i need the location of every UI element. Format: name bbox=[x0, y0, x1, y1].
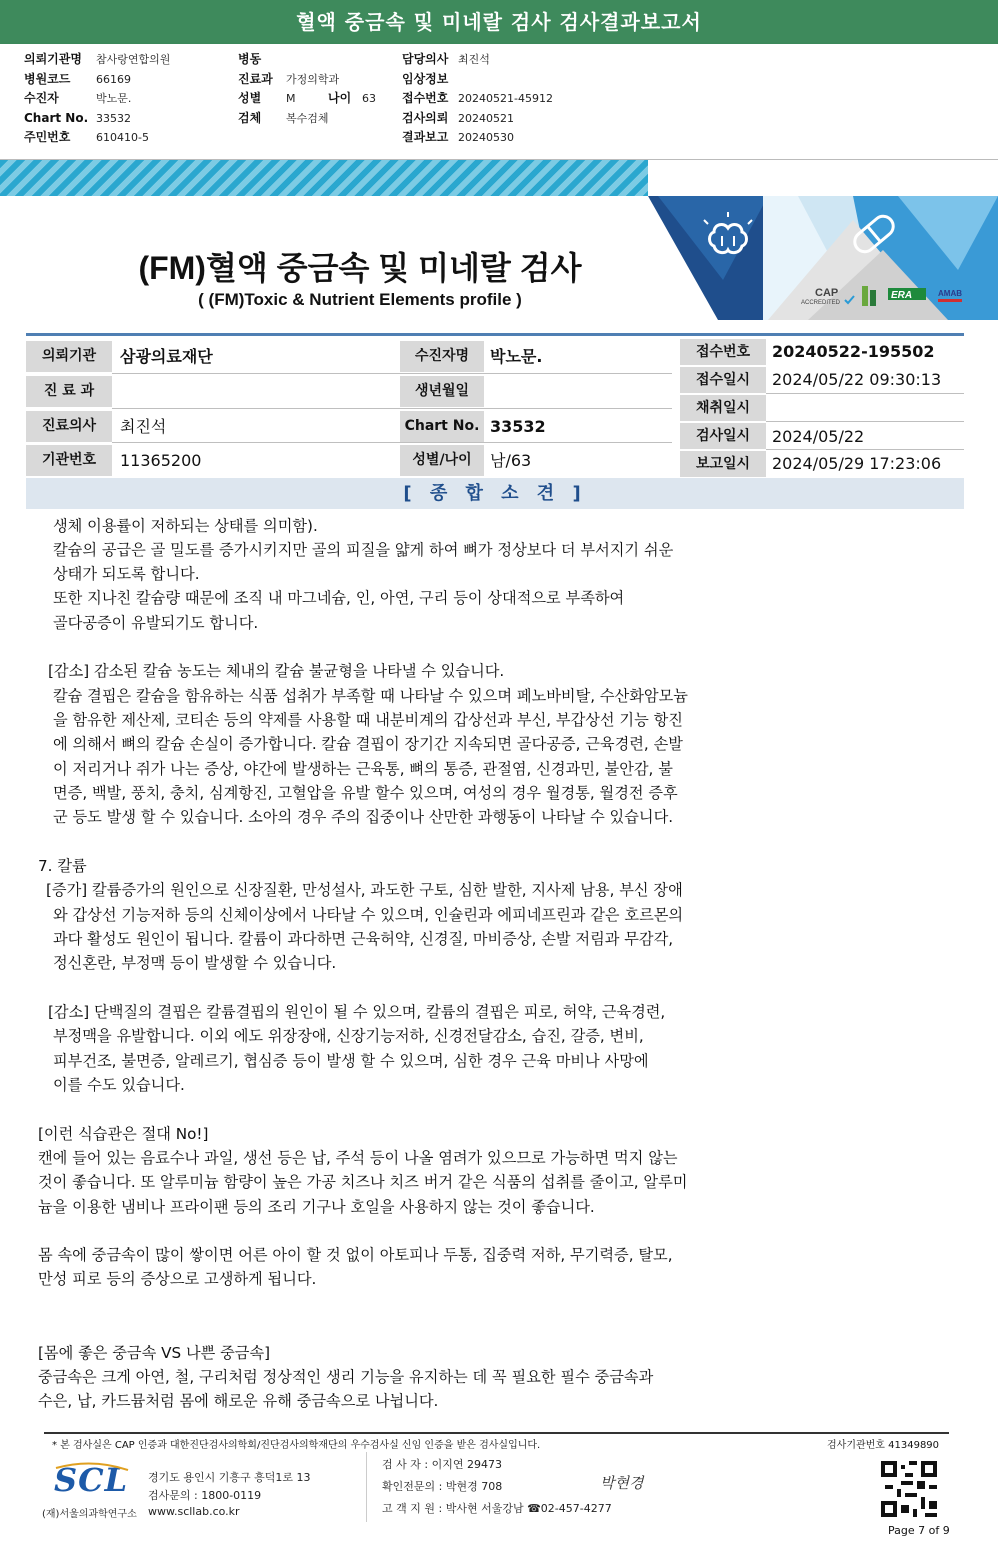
body-line: 부정맥을 유발합니다. 이외 에도 위장장애, 신장기능저하, 신경전달감소, 습진, 갈증, 변비, bbox=[53, 1027, 644, 1045]
section-heading: [몸에 좋은 중금속 VS 나쁜 중금속] bbox=[38, 1344, 271, 1362]
body-line: 중금속은 크게 아연, 철, 구리처럼 정상적인 생리 기능을 유지하는 데 꼭 필요한 필수 중금속과 bbox=[38, 1368, 654, 1386]
top-info-col1 bbox=[24, 50, 170, 148]
top-info-value: 33532 bbox=[96, 111, 131, 125]
top-info-row bbox=[402, 70, 553, 90]
top-info-label: 임상정보 bbox=[402, 71, 449, 86]
scl-logo-swoosh bbox=[52, 1462, 132, 1500]
top-info-row bbox=[402, 128, 553, 148]
top-info-label: 수진자 bbox=[24, 91, 59, 105]
info-label: 접수번호 bbox=[680, 339, 766, 365]
section-heading: [이런 식습관은 절대 No!] bbox=[38, 1125, 209, 1143]
info-value: 11365200 bbox=[120, 451, 202, 470]
info-label: 채취일시 bbox=[680, 395, 766, 421]
age-value: 63 bbox=[362, 92, 376, 105]
top-info-label: 병원코드 bbox=[24, 71, 71, 86]
top-info-label: 담당의사 bbox=[402, 52, 449, 66]
top-info-row bbox=[238, 89, 376, 109]
top-info-label: 의뢰기관명 bbox=[24, 52, 82, 66]
info-label: Chart No. bbox=[400, 411, 484, 442]
top-info-value: 박노문. bbox=[96, 92, 132, 105]
body-line: 수은, 납, 카드뮴처럼 몸에 해로운 유해 중금속으로 나뉩니다. bbox=[38, 1392, 439, 1410]
body-line: 생체 이용률이 저하되는 상태를 의미함). bbox=[53, 517, 318, 535]
patient-info-table bbox=[26, 333, 964, 476]
info-value: 최진석 bbox=[120, 417, 167, 436]
specialist-info: 확인전문의 : 박현경 708 bbox=[382, 1480, 503, 1493]
page-number: Page 7 of 9 bbox=[888, 1524, 950, 1537]
body-line: 칼슘 결핍은 칼슘을 함유하는 식품 섭취가 부족할 때 나타날 수 있으며 페노바비탈, 수산화암모늄 bbox=[53, 687, 688, 705]
info-value: 남/63 bbox=[490, 451, 532, 470]
info-value: 삼광의료재단 bbox=[120, 347, 213, 366]
era-badge: ERA bbox=[891, 290, 913, 301]
lab-registration-number: 검사기관번호 41349890 bbox=[827, 1440, 940, 1451]
info-value bbox=[490, 376, 670, 407]
scl-logo: SCL bbox=[54, 1461, 129, 1499]
row-divider bbox=[112, 442, 672, 443]
body-line: 골다공증이 유발되기도 합니다. bbox=[53, 614, 259, 632]
top-info-row bbox=[24, 50, 170, 70]
body-line: [감소] 단백질의 결핍은 칼륨결핍의 원인이 될 수 있으며, 칼륨의 결핍은 피로, 허약, 근육경련, bbox=[48, 1003, 666, 1021]
top-info-value: 610410-5 bbox=[96, 131, 149, 144]
info-label: 기관번호 bbox=[26, 445, 112, 476]
body-line: 만성 피로 등의 증상으로 고생하게 됩니다. bbox=[38, 1270, 317, 1288]
report-subtitle: ( (FM)Toxic & Nutrient Elements profile ) bbox=[198, 290, 522, 309]
info-value: 33532 bbox=[490, 417, 546, 436]
top-info-value: 참사랑연합의원 bbox=[96, 53, 171, 66]
row-divider bbox=[766, 421, 964, 422]
body-line: 늄을 이용한 냄비나 프라이팬 등의 조리 기구나 호일을 사용하지 않는 것이 좋습니다. bbox=[38, 1198, 595, 1216]
info-label: 보고일시 bbox=[680, 451, 766, 477]
body-line: 면증, 백발, 풍치, 충치, 심계항진, 고혈압을 유발 할수 있으며, 여성의 경우 월경통, 월경전 증후 bbox=[53, 784, 678, 802]
info-label: 검사일시 bbox=[680, 423, 766, 449]
top-info-value: 복수검체 bbox=[286, 111, 329, 125]
top-info-value: 가정의학과 bbox=[286, 72, 340, 86]
info-label: 생년월일 bbox=[400, 376, 484, 407]
top-info-value: 66169 bbox=[96, 72, 131, 86]
top-info-row bbox=[24, 128, 170, 148]
body-line: 것이 좋습니다. 또 알루미늄 함량이 높은 가공 치즈나 치즈 버거 같은 식품의 섭취를 줄이고, 알루미 bbox=[38, 1173, 688, 1191]
specialist-signature: 박현경 bbox=[600, 1474, 644, 1492]
qr-code-icon bbox=[881, 1461, 937, 1517]
section-heading: 7. 칼륨 bbox=[38, 857, 87, 875]
row-divider bbox=[112, 373, 672, 374]
info-label: 수진자명 bbox=[400, 341, 484, 372]
info-value: 2024/05/29 17:23:06 bbox=[772, 454, 942, 473]
top-info-row bbox=[24, 89, 170, 109]
body-line: [증가] 칼륨증가의 원인으로 신장질환, 만성설사, 과도한 구토, 심한 발한, 지사제 남용, 부신 장애 bbox=[46, 881, 683, 899]
body-line: 와 갑상선 기능저하 등의 신체이상에서 나타날 수 있으며, 인슐린과 에피네프린과 같은 호르몬의 bbox=[53, 906, 684, 924]
body-line: 에 의해서 뼈의 칼슘 손실이 증가합니다. 칼슘 결핍이 장기간 지속되면 골다공증, 근육경련, 손발 bbox=[53, 735, 683, 753]
support-info: 고 객 지 원 : 박사현 서울강남 ☎02-457-4277 bbox=[382, 1502, 612, 1515]
top-info-label: Chart No. bbox=[24, 110, 89, 125]
summary-header: [ 종 합 소 견 ] bbox=[26, 478, 964, 509]
row-divider bbox=[112, 408, 672, 409]
top-info-label: 접수번호 bbox=[402, 91, 449, 105]
org-name: (재)서울의과학연구소 bbox=[42, 1509, 137, 1520]
top-info-label: 검사의뢰 bbox=[402, 110, 449, 125]
age-label: 나이 bbox=[328, 91, 352, 105]
top-info-label: 병동 bbox=[238, 52, 262, 66]
top-info-row bbox=[238, 70, 376, 90]
footer-note: * 본 검사실은 CAP 인증과 대한진단검사의학회/진단검사의학재단의 우수검사실 신임 인증을 받은 검사실입니다. bbox=[52, 1440, 541, 1451]
body-line: 캔에 들어 있는 음료수나 과일, 생선 등은 납, 주석 등이 나올 염려가 있으므로 가능하면 먹지 않는 bbox=[38, 1149, 678, 1167]
footer-divider-vertical bbox=[366, 1452, 367, 1522]
body-line: 몸 속에 중금속이 많이 쌓이면 어른 아이 할 것 없이 아토피나 두통, 집중력 저하, 무기력증, 탈모, bbox=[38, 1246, 673, 1264]
body-line: 군 등도 발생 할 수 있습니다. 소아의 경우 주의 집중이나 산만한 과행동이 나타날 수 있습니다. bbox=[53, 808, 674, 826]
top-info-label: 결과보고 bbox=[402, 130, 449, 144]
info-label: 성별/나이 bbox=[400, 445, 484, 476]
top-info-value: 20240521 bbox=[458, 111, 514, 125]
footer-divider bbox=[44, 1432, 949, 1434]
top-info-col3 bbox=[402, 50, 553, 148]
inquiry-phone: 검사문의 : 1800-0119 bbox=[148, 1489, 262, 1502]
top-info-row bbox=[24, 109, 170, 129]
info-label: 의뢰기관 bbox=[26, 341, 112, 372]
info-value bbox=[772, 395, 964, 421]
org-address: 경기도 용인시 기흥구 흥덕1로 13 bbox=[148, 1471, 311, 1484]
info-label: 접수일시 bbox=[680, 367, 766, 393]
info-label: 진료의사 bbox=[26, 411, 112, 442]
body-line: 정신혼란, 부정맥 등이 발생할 수 있습니다. bbox=[53, 954, 337, 972]
body-line: 을 함유한 제산제, 코티손 등의 약제를 사용할 때 내분비계의 갑상선과 부신, 부갑상선 기능 항진 bbox=[53, 711, 683, 729]
body-line: 또한 지나친 칼슘량 때문에 조직 내 마그네슘, 인, 아연, 구리 등이 상대적으로 부족하여 bbox=[53, 589, 625, 607]
info-value: 박노문. bbox=[490, 347, 543, 366]
amab-badge: AMAB bbox=[938, 289, 962, 298]
body-line: 피부건조, 불면증, 알레르기, 협심증 등이 발생 할 수 있으며, 심한 경우 근육 마비나 사망에 bbox=[53, 1052, 649, 1070]
tester-info: 검 사 자 : 이지연 29473 bbox=[382, 1458, 502, 1471]
top-info-value: 20240530 bbox=[458, 131, 514, 144]
body-line: 과다 활성도 원인이 됩니다. 칼륨이 과다하면 근육허약, 신경질, 마비증상, 손발 저림과 무감각, bbox=[53, 930, 674, 948]
top-info-label: 진료과 bbox=[238, 71, 273, 86]
info-value bbox=[120, 376, 390, 407]
top-info-row bbox=[238, 50, 376, 70]
row-divider bbox=[766, 449, 964, 450]
top-info-value: 최진석 bbox=[458, 53, 490, 66]
top-info-row bbox=[238, 109, 376, 129]
body-line: 이를 수도 있습니다. bbox=[53, 1076, 185, 1094]
info-value: 20240522-195502 bbox=[772, 342, 935, 361]
cap-accredited-text: ACCREDITED bbox=[801, 300, 841, 306]
body-line: 상태가 되도록 합니다. bbox=[53, 565, 200, 583]
info-value: 2024/05/22 bbox=[772, 427, 865, 446]
report-banner-title: 혈액 중금속 및 미네랄 검사 검사결과보고서 bbox=[0, 0, 998, 44]
report-title: (FM)혈액 중금속 및 미네랄 검사 bbox=[138, 250, 582, 286]
cap-badge: CAP bbox=[815, 287, 839, 299]
top-info-row bbox=[402, 89, 553, 109]
top-info-value: M bbox=[286, 92, 296, 105]
top-info-label: 성별 bbox=[238, 91, 262, 105]
top-info-label: 검체 bbox=[238, 110, 262, 125]
website: www.scllab.co.kr bbox=[148, 1505, 240, 1518]
top-info-row bbox=[402, 50, 553, 70]
body-line: 칼슘의 공급은 골 밀도를 증가시키지만 골의 피질을 얇게 하여 뼈가 정상보다 더 부서지기 쉬운 bbox=[53, 541, 674, 559]
body-line: [감소] 감소된 칼슘 농도는 체내의 칼슘 불균형을 나타낼 수 있습니다. bbox=[48, 662, 505, 680]
top-info-row bbox=[24, 70, 170, 90]
top-info-block bbox=[0, 44, 998, 160]
info-value: 2024/05/22 09:30:13 bbox=[772, 370, 942, 389]
top-info-row bbox=[402, 109, 553, 129]
row-divider bbox=[766, 393, 964, 394]
body-line: 이 저리거나 쥐가 나는 증상, 야간에 발생하는 근육통, 뼈의 통증, 관절염, 신경과민, 불안감, 불 bbox=[53, 760, 673, 778]
top-info-col2 bbox=[238, 50, 376, 128]
info-label: 진 료 과 bbox=[26, 376, 112, 407]
top-info-label: 주민번호 bbox=[24, 130, 71, 144]
top-info-value: 20240521-45912 bbox=[458, 92, 553, 105]
